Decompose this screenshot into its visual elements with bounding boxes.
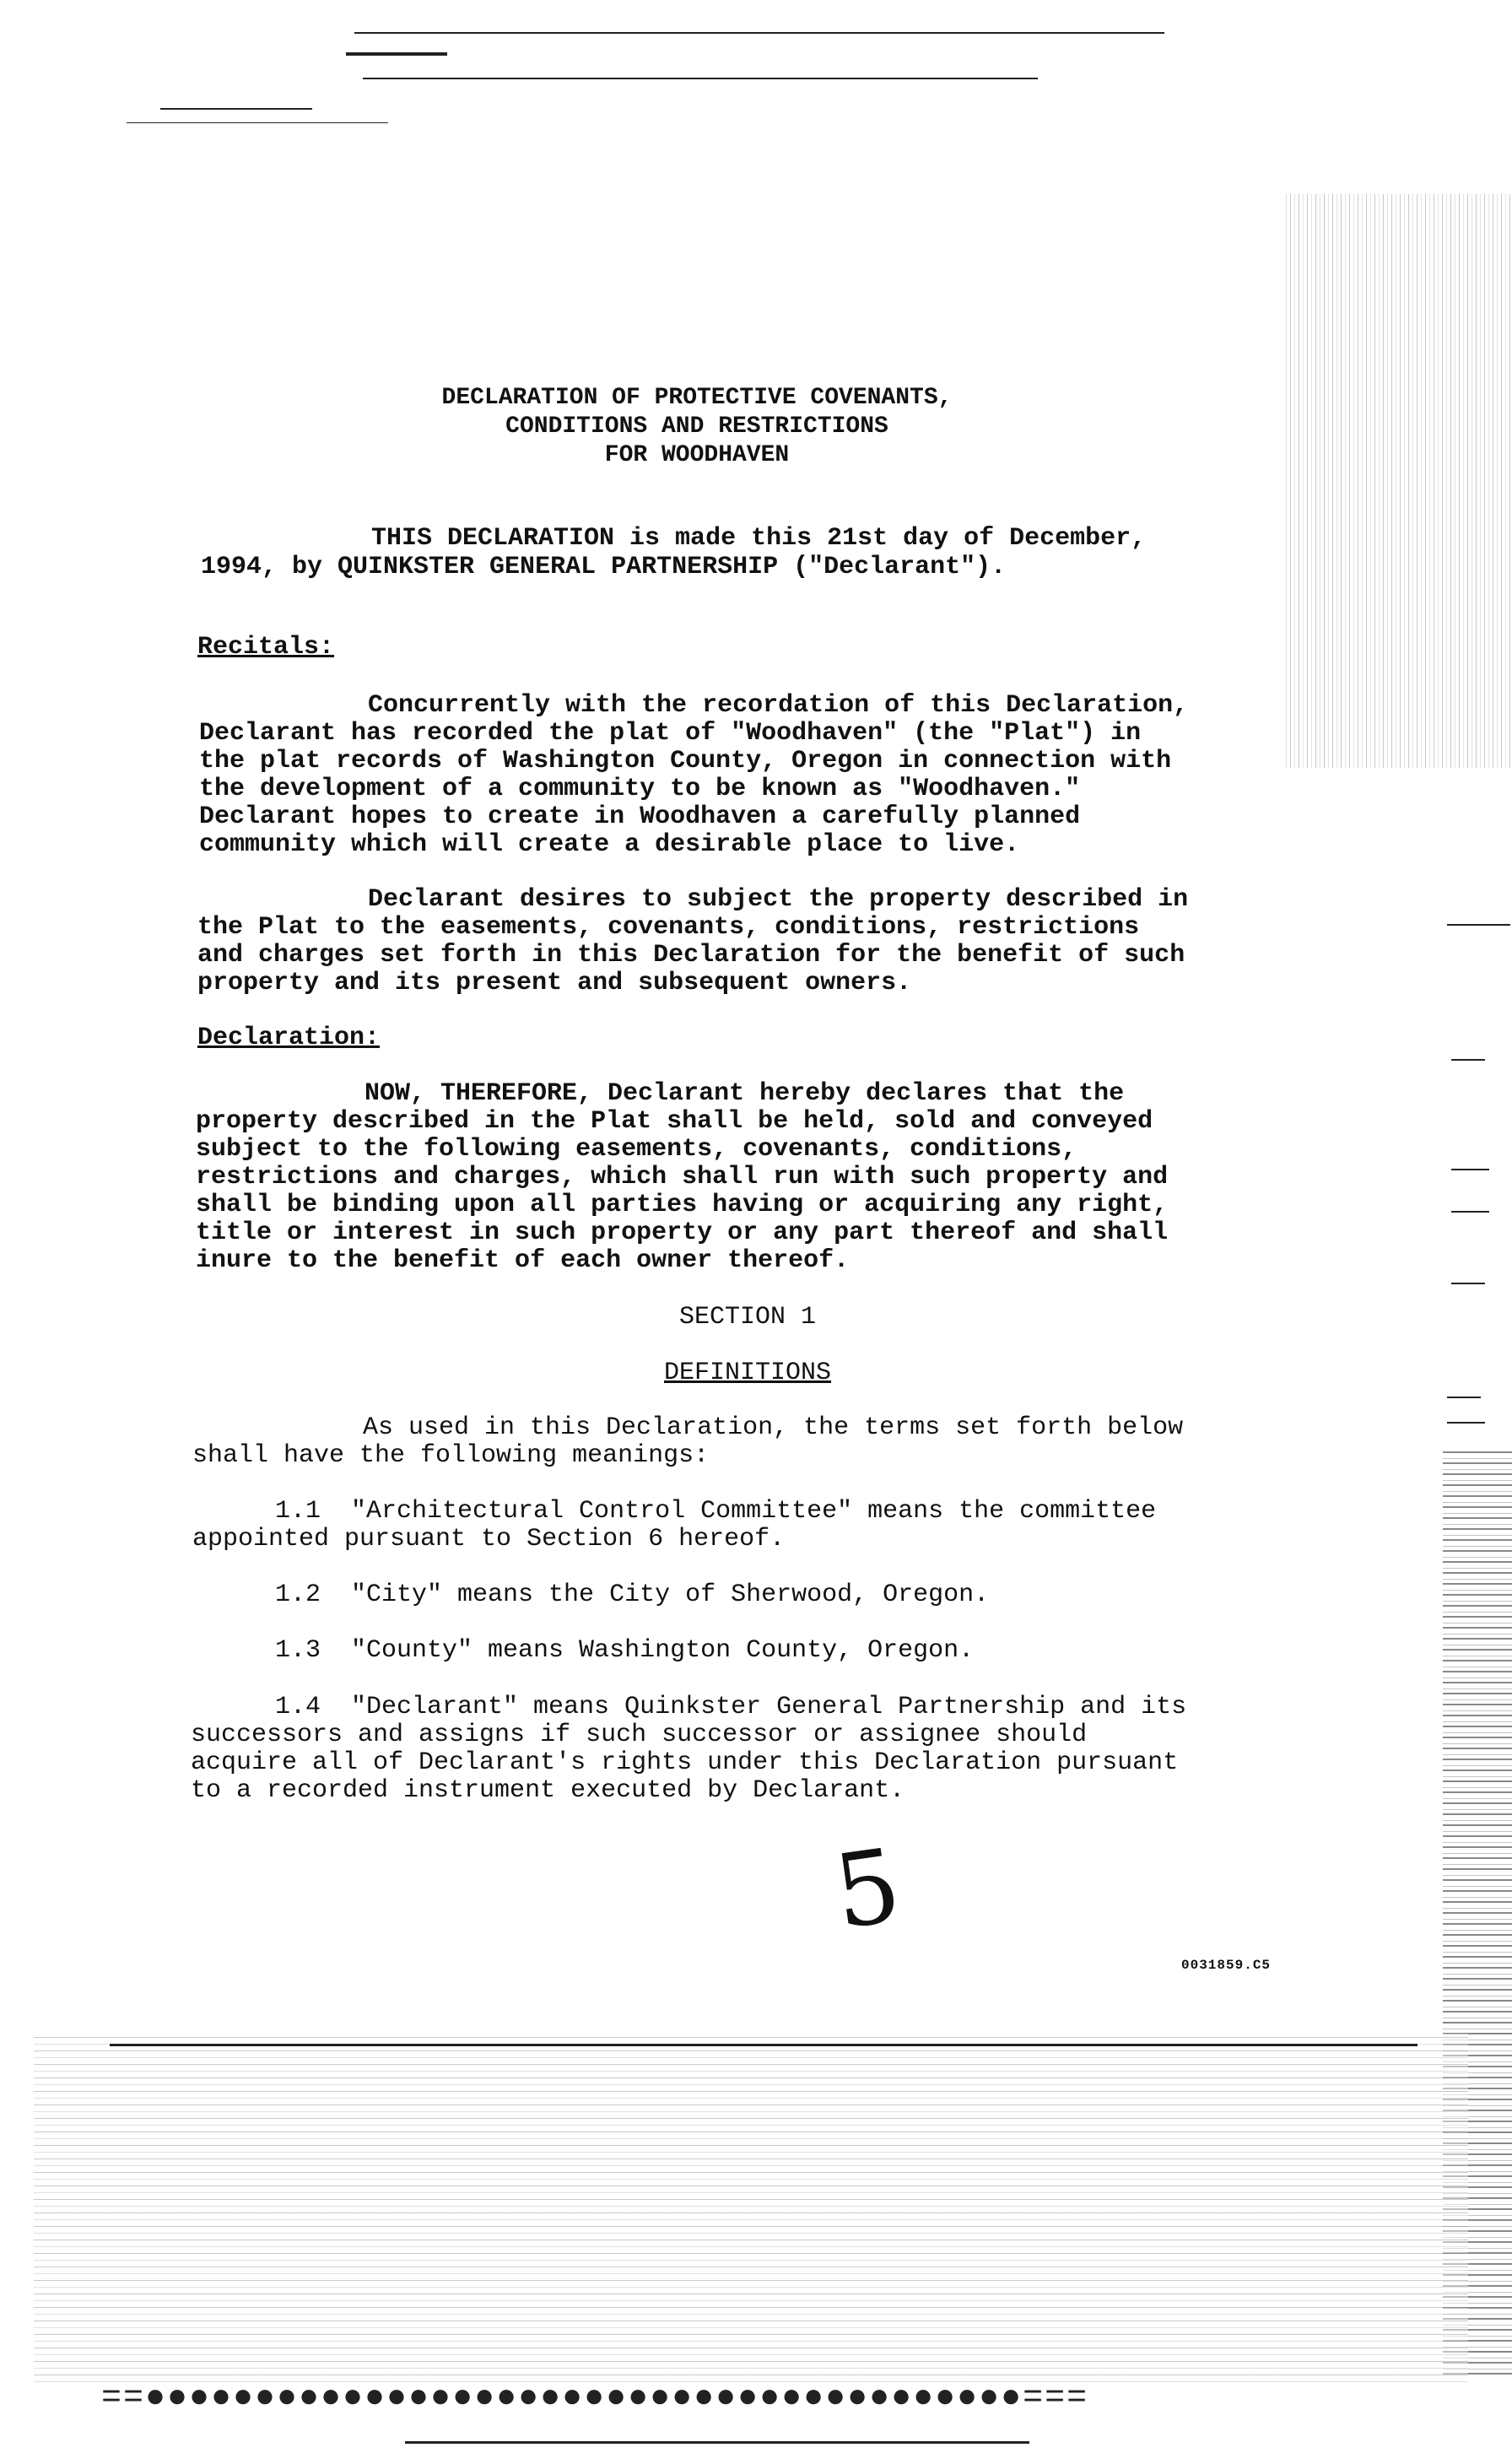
margin-tick [1451, 1059, 1485, 1061]
scan-line [354, 32, 1164, 34]
margin-tick [1451, 1169, 1489, 1170]
recitals-p1-line: the plat records of Washington County, Oregon in connection with [199, 747, 1172, 775]
definition-1-4-cont: successors and assigns if such successor or assignee should [191, 1721, 1088, 1749]
scan-line [363, 78, 1038, 79]
recitals-p1-line: Concurrently with the recordation of this Declaration, [368, 691, 1189, 720]
intro-line-2: 1994, by QUINKSTER GENERAL PARTNERSHIP ("Declarant"). [201, 553, 1007, 581]
margin-tick [1447, 1397, 1481, 1398]
recitals-p1-line: community which will create a desirable place to live. [199, 830, 1020, 859]
section-label: SECTION 1 [678, 1303, 817, 1332]
scan-noise-bottom [34, 2034, 1468, 2388]
declaration-line: subject to the following easements, covenants, conditions, [196, 1135, 1077, 1164]
declaration-line: NOW, THEREFORE, Declarant hereby declares that the [364, 1079, 1125, 1108]
recitals-p1-line: the development of a community to be known as "Woodhaven." [199, 775, 1081, 803]
margin-tick [1447, 1422, 1485, 1424]
scan-line [127, 122, 388, 123]
handwritten-page-number: 5 [827, 1827, 908, 1953]
scan-noise-right [1282, 194, 1510, 768]
margin-tick [1451, 1211, 1489, 1213]
recitals-p2-line: property and its present and subsequent owners. [197, 969, 912, 997]
scan-line [405, 2441, 1029, 2444]
definition-1-4: 1.4 "Declarant" means Quinkster General Partnership and its [275, 1693, 1187, 1721]
declaration-line: shall be binding upon all parties having or acquiring any right, [196, 1191, 1169, 1219]
margin-tick [1447, 924, 1510, 926]
definition-1-1: 1.1 "Architectural Control Committee" means the committee [275, 1497, 1157, 1526]
scan-line [160, 108, 312, 110]
recitals-p2-line: Declarant desires to subject the property described in [368, 885, 1189, 914]
definition-1-4-cont: acquire all of Declarant's rights under this Declaration pursuant [191, 1748, 1179, 1777]
document-title-line-3: FOR WOODHAVEN [604, 442, 790, 468]
definition-1-1-cont: appointed pursuant to Section 6 hereof. [192, 1525, 786, 1553]
scan-dot-row: ==●●●●●●●●●●●●●●●●●●●●●●●●●●●●●●●●●●●●●●●●=== [101, 2380, 1089, 2418]
scan-line [346, 52, 447, 56]
document-title-line-2: CONDITIONS AND RESTRICTIONS [505, 413, 888, 440]
document-id: 0031859.C5 [1181, 1958, 1272, 1973]
definitions-intro-line: As used in this Declaration, the terms set forth below [363, 1413, 1184, 1442]
scan-line [110, 2044, 1418, 2046]
definitions-intro-line: shall have the following meanings: [192, 1441, 710, 1470]
declaration-heading: Declaration: [197, 1024, 381, 1052]
declaration-line: inure to the benefit of each owner thereof. [196, 1246, 850, 1275]
recitals-p1-line: Declarant hopes to create in Woodhaven a carefully planned [199, 802, 1081, 831]
recitals-p1-line: Declarant has recorded the plat of "Woodhaven" (the "Plat") in [199, 719, 1142, 748]
document-title-line-1: DECLARATION OF PROTECTIVE COVENANTS, [441, 385, 953, 411]
definition-1-3: 1.3 "County" means Washington County, Oregon. [275, 1636, 975, 1665]
section-title: DEFINITIONS [663, 1359, 832, 1387]
declaration-line: title or interest in such property or any part thereof and shall [196, 1218, 1169, 1247]
recitals-p2-line: the Plat to the easements, covenants, conditions, restrictions [197, 913, 1140, 942]
definition-1-2: 1.2 "City" means the City of Sherwood, Oregon. [275, 1580, 990, 1609]
intro-line-1: THIS DECLARATION is made this 21st day of December, [371, 524, 1147, 553]
recitals-heading: Recitals: [197, 633, 335, 662]
declaration-line: property described in the Plat shall be held, sold and conveyed [196, 1107, 1153, 1136]
margin-tick [1451, 1283, 1485, 1284]
declaration-line: restrictions and charges, which shall run with such property and [196, 1163, 1169, 1191]
recitals-p2-line: and charges set forth in this Declaration for the benefit of such [197, 941, 1185, 970]
definition-1-4-cont: to a recorded instrument executed by Declarant. [191, 1776, 905, 1805]
